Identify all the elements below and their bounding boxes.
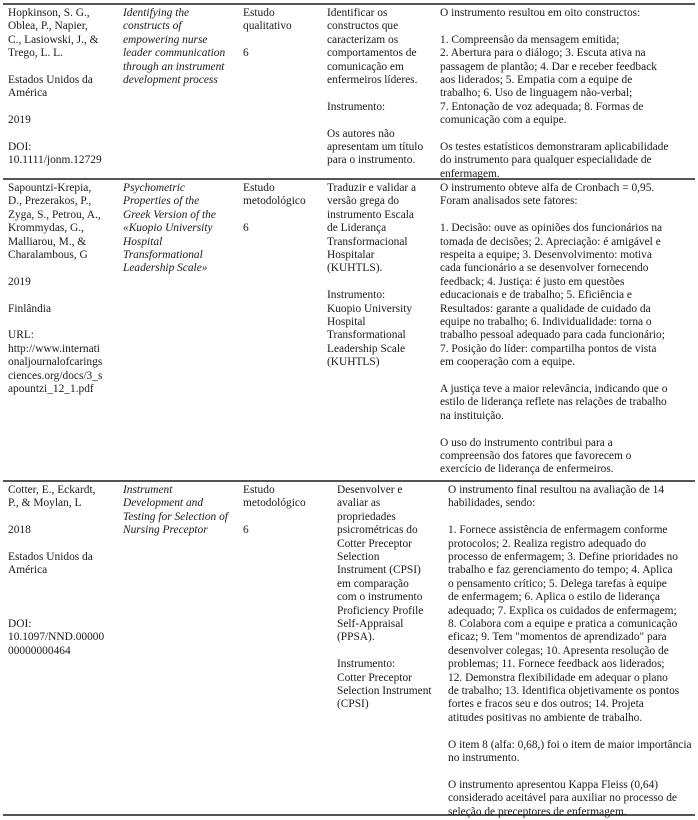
table-top-rule <box>3 3 695 5</box>
country: Finlândia <box>8 302 52 315</box>
doi: DOI: 10.1111/jonm.12729 <box>8 141 102 167</box>
instrument-note: Os autores não apresentam um título para o instrumento. <box>327 127 424 167</box>
evidence-level: 6 <box>243 222 249 235</box>
cell-results <box>448 484 693 819</box>
cell-objective <box>327 182 435 370</box>
cell-results <box>440 7 692 181</box>
year: 2019 <box>8 114 31 127</box>
evidence-level: 6 <box>243 524 249 537</box>
cell-authors <box>8 7 120 168</box>
year: 2018 <box>8 524 31 537</box>
results-paragraph: A justiça teve a maior relevância, indicando que o estilo de liderança reflete nas relações de trabalho na instituição. <box>440 383 668 422</box>
cell-title <box>123 182 241 276</box>
results-paragraph: O instrumento final resultou na avaliação de 14 habilidades, sendo: <box>448 484 665 510</box>
results-paragraph: 1. Compreensão da mensagem emitida; 2. Abertura para o diálogo; 3. Escuta ativa na passagem de plantão; 4. Dar e receber feedback aos liderados; 5. Empatia com a equipe de trabalho; 6. Uso de linguagem não-verbal; 7. Entonação de voz adequada; 8. Formas de comunicação com a equipe. <box>440 33 657 127</box>
results-paragraph: O uso do instrumento contribui para a compreensão dos fatores que favorecem o exercício de liderança de enfermeiros. <box>440 436 632 476</box>
country: Estados Unidos da América <box>8 551 93 577</box>
article-title: Psychometric Properties of the Greek Version of the «Kuopio University Hospital Transformational Leadership Scale» <box>123 182 216 275</box>
instrument: Instrumento: <box>327 100 386 113</box>
cell-authors <box>8 182 120 396</box>
cell-objective <box>327 7 435 168</box>
results-paragraph: Os testes estatísticos demonstraram aplicabilidade do instrumento para qualquer especialidade de enfermagem. <box>440 141 669 180</box>
study-type: Estudo metodológico <box>243 182 306 208</box>
article-title: Identifying the constructs of empowering nurse leader communication through an instrument development process <box>123 7 226 87</box>
objective: Desenvolver e avaliar as propriedades psicrométricas do Cotter Preceptor Selection Instrument (CPSI) em comparação com o instrumento Proficiency Profile Self-Appraisal (PPSA). <box>337 484 424 644</box>
url: URL: http://www.internati onaljournalofcarings ciences.org/docs/3_s apountzi_12_1.pdf <box>8 329 103 396</box>
results-paragraph: O instrumento resultou em oito constructos: <box>440 7 641 19</box>
evidence-level: 6 <box>243 47 249 60</box>
country: Estados Unidos da América <box>8 74 93 100</box>
cell-title <box>123 7 241 87</box>
objective: Traduzir e validar a versão grega do instrumento Escala de Liderança Transformacional Hospitalar (KUHTLS). <box>327 182 417 275</box>
results-paragraph: 1. Decisão: ouve as opiniões dos funcionários na tomada de decisões; 2. Apreciação: é amigável e respeita a equipe; 3. Desenvolvimento: motiva cada funcionário a se desenvolver fornecendo feedback; 4. Justiça: é justo em questões educacionais e de trabalho; 5. Eficiência e Resultados: garante a qualidade de cuidado da equipe no trabalho; 6. Individualidade: torna o trabalho pessoal adequado para cada funcionário; 7. Posição do líder: compartilha pontos de vista em cooperação com a equipe. <box>440 222 665 369</box>
article-title: Instrument Development and Testing for Selection of Nursing Preceptor <box>123 484 228 537</box>
instrument: Instrumento: Cotter Preceptor Selection Instrument (CPSI) <box>337 658 432 711</box>
cell-study-type <box>243 182 325 236</box>
doi: DOI: 10.1097/NND.00000 00000000464 <box>8 617 105 657</box>
study-type: Estudo qualitativo <box>243 7 292 33</box>
year: 2019 <box>8 275 31 288</box>
cell-authors <box>8 484 120 658</box>
cell-study-type <box>243 484 325 538</box>
study-type: Estudo metodológico <box>243 484 306 510</box>
authors: Cotter, E., Eckardt, P., & Moylan, L <box>8 484 96 510</box>
objective: Identificar os constructos que caracterizam os comportamentos de comunicação em enfermeiros líderes. <box>327 7 418 87</box>
results-paragraph: O instrumento apresentou Kappa Fleiss (0,64) considerado aceitável para auxiliar no processo de seleção de preceptores de enfermagem. <box>448 778 677 818</box>
cell-objective <box>337 484 445 712</box>
cell-results <box>440 182 692 477</box>
results-paragraph: 1. Fornece assistência de enfermagem conforme protocolos; 2. Realiza registro adequado do processo de enfermagem; 3. Define prioridades no trabalho e faz gerenciamento do tempo; 4. Aplica o pensamento crítico; 5. Delega tarefas à equipe de enfermagem; 6. Aplica o estilo de liderança adequado; 7. Explica os cuidados de enfermagem; 8. Colabora com a equipe e pratica a comunicação eficaz; 9. Tem "momentos de aprendizado" para desenvolver colegas; 10. Apresenta resolução de problemas; 11. Fornece feedback aos liderados; 12. Demonstra flexibilidade em adequar o plano de trabalho; 13. Identifica objetivamente os pontos fortes e fracos seu e dos outros; 14. Projeta atitudes positivas no ambiente de trabalho. <box>448 524 680 724</box>
instrument: Instrumento: Kuopio University Hospital Transformational Leadership Scale (KUHTLS) <box>327 289 413 369</box>
row-divider-2 <box>3 480 695 482</box>
cell-study-type <box>243 7 325 61</box>
results-paragraph: O instrumento obteve alfa de Cronbach = 0,95. Foram analisados sete fatores: <box>440 182 655 208</box>
results-paragraph: O item 8 (alfa: 0,68,) foi o item de maior importância no instrumento. <box>448 738 692 765</box>
authors: Hopkinson, S. G., Oblea, P., Napier, C., Lasiowski, J., & Trego, L. L. <box>8 7 99 60</box>
authors: Sapountzi-Krepia, D., Prezerakos, P., Zyga, S., Petrou, A., Krommydas, G., Malliarou, M., & Charalambous, G <box>8 182 101 262</box>
cell-title <box>123 484 241 538</box>
